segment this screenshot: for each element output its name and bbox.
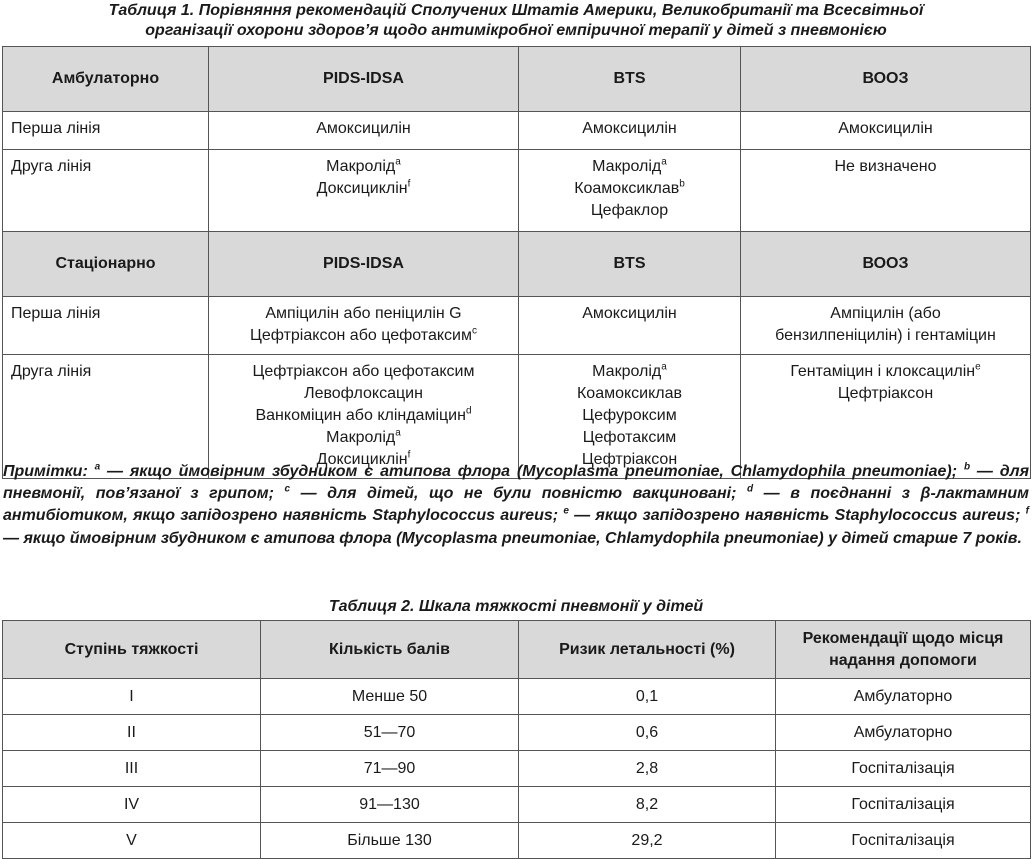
footnote-text: — якщо ймовірним збудником є атипова флора (Mycoplasma pneumoniae, Chlamydophila pneumoniae); xyxy=(100,463,964,480)
drug-line: Гентаміцин і клоксацилін$^e$ xyxy=(790,361,981,380)
drug-line: Макролід$^a$ xyxy=(592,361,667,380)
footnote-text: — якщо запідозрено наявність Staphylococcus aureus; xyxy=(568,507,1026,525)
footnote-marker: c xyxy=(471,325,477,337)
drug-line: Доксициклін$^f$ xyxy=(316,449,411,468)
table-cell: Госпіталізація xyxy=(776,751,1031,787)
table1-caption-line2: організації охорони здоров’я щодо антимікробної емпіричної терапії у дітей з пневмонією xyxy=(145,22,887,39)
table2-caption: Таблиця 2. Шкала тяжкості пневмонії у дітей xyxy=(328,598,704,615)
column-header: BTS xyxy=(519,232,741,297)
column-header: ВООЗ xyxy=(741,47,1031,112)
row-label: Друга лінія xyxy=(3,150,209,232)
footnote-marker: e xyxy=(975,361,981,373)
table-cell: 51—70 xyxy=(261,715,519,751)
drug-line: Ампіцилін або пеніцилін G xyxy=(265,305,462,322)
table-cell: 71—90 xyxy=(261,751,519,787)
table-row xyxy=(3,112,1031,150)
table-row xyxy=(3,297,1031,355)
drug-line: Амоксицилін xyxy=(316,120,411,137)
drug-line: Макролід$^a$ xyxy=(326,156,401,175)
table-cell: Більше 130 xyxy=(261,823,519,859)
drug-line: Макролід$^a$ xyxy=(592,156,667,175)
pneumonia-severity-table xyxy=(2,620,1031,859)
footnote-marker: b xyxy=(963,461,971,473)
table-cell: 2,8 xyxy=(519,751,776,787)
footnote-text: — в поєднанні з β-лактамним антибіотиком, якщо запідозрено наявність Staphylococcus aureus; xyxy=(3,485,1029,525)
column-header: ВООЗ xyxy=(741,232,1031,297)
drug-line: Амоксицилін xyxy=(582,305,677,322)
drug-line: Доксициклін$^f$ xyxy=(316,178,411,197)
table-cell: IV xyxy=(3,787,261,823)
footnote-marker: b xyxy=(679,178,685,190)
footnote-marker: c xyxy=(284,483,291,495)
drug-line: Амоксицилін xyxy=(582,120,677,137)
column-header: Кількість балів xyxy=(261,621,519,679)
table-cell: Амбулаторно xyxy=(776,679,1031,715)
drug-line: Не визначено xyxy=(834,158,937,175)
table-cell: 29,2 xyxy=(519,823,776,859)
row-label: Перша лінія xyxy=(3,297,209,355)
table-cell: Госпіталізація xyxy=(776,823,1031,859)
footnote-marker: a xyxy=(661,361,667,373)
drug-line: Левофлоксацин xyxy=(304,385,423,402)
drug-line: Цефтріаксон xyxy=(581,451,678,468)
footnote-marker: a xyxy=(94,461,101,473)
table-row xyxy=(3,715,1031,751)
footnote-marker: f xyxy=(407,178,411,190)
footnote-marker: f xyxy=(1025,506,1029,518)
drug-line: Цефаклор xyxy=(590,202,669,219)
drug-line: Ампіцилін (або xyxy=(830,305,941,322)
drug-line: Амоксицилін xyxy=(838,120,933,137)
bts-cell xyxy=(519,297,741,355)
pids-cell xyxy=(209,150,519,232)
table-cell: Амбулаторно xyxy=(776,715,1031,751)
footnote-marker: d xyxy=(746,483,754,495)
column-header: Ризик летальності (%) xyxy=(519,621,776,679)
table-cell: 91—130 xyxy=(261,787,519,823)
column-header: Рекомендації щодо місця надання допомоги xyxy=(776,621,1031,679)
drug-line: Цефтріаксон або цефотаксим$^c$ xyxy=(250,325,477,344)
table-cell: 8,2 xyxy=(519,787,776,823)
footnote-text: — якщо ймовірним збудником є атипова флора (Mycoplasma pneumoniae, Chlamydophila pneumoniae) у дітей старше 7 років. xyxy=(3,529,1022,547)
drug-line: Макролід$^a$ xyxy=(326,427,401,446)
pids-cell xyxy=(209,297,519,355)
footnote-marker: d xyxy=(465,405,472,417)
pids-cell xyxy=(209,112,519,150)
bts-cell xyxy=(519,112,741,150)
table-cell: I xyxy=(3,679,261,715)
table-cell: III xyxy=(3,751,261,787)
footnote-text: — для дітей, що не були повністю вакциновані; xyxy=(290,485,747,503)
drug-line: Цефтріаксон xyxy=(837,385,934,402)
who-cell xyxy=(741,355,1031,479)
table-cell: V xyxy=(3,823,261,859)
column-header: Ступінь тяжкості xyxy=(3,621,261,679)
drug-line: Ванкоміцин або кліндаміцин$^d$ xyxy=(255,405,472,424)
footnote-text: — для пневмонії, пов’язаної з грипом; xyxy=(3,463,1030,503)
drug-line: Цефотаксим xyxy=(582,429,677,446)
drug-line: бензилпеніцилін) і гентаміцин xyxy=(775,327,996,344)
table-cell: II xyxy=(3,715,261,751)
table-cell: 0,6 xyxy=(519,715,776,751)
table-row xyxy=(3,751,1031,787)
footnote-marker: a xyxy=(395,156,401,168)
table1-caption-line1: Таблиця 1. Порівняння рекомендацій Сполучених Штатів Америки, Великобританії та Всесвітньої xyxy=(108,2,924,19)
section-title: Стаціонарно xyxy=(3,232,209,297)
drug-line: Цефтріаксон або цефотаксим xyxy=(252,363,475,380)
table1-notes xyxy=(3,461,1029,550)
drug-line: Коамоксиклав$^b$ xyxy=(574,178,685,197)
column-header: PIDS-IDSA xyxy=(209,47,519,112)
antibiotic-comparison-table xyxy=(2,46,1031,479)
column-header: PIDS-IDSA xyxy=(209,232,519,297)
who-cell xyxy=(741,297,1031,355)
section-header-row xyxy=(3,232,1031,297)
footnote-marker: f xyxy=(407,449,411,461)
table-row xyxy=(3,823,1031,859)
table2-header-row xyxy=(3,621,1031,679)
who-cell xyxy=(741,150,1031,232)
table-cell: Госпіталізація xyxy=(776,787,1031,823)
table-row xyxy=(3,679,1031,715)
notes-label: Примітки: xyxy=(3,463,95,480)
who-cell xyxy=(741,112,1031,150)
table-row xyxy=(3,150,1031,232)
table1-caption xyxy=(0,1,1032,41)
footnote-marker: a xyxy=(395,427,401,439)
drug-line: Коамоксиклав xyxy=(576,385,683,402)
pids-cell xyxy=(209,355,519,479)
row-label: Перша лінія xyxy=(3,112,209,150)
section-title: Амбулаторно xyxy=(3,47,209,112)
table-row xyxy=(3,787,1031,823)
footnote-marker: a xyxy=(661,156,667,168)
table-row xyxy=(3,355,1031,479)
footnote-marker: e xyxy=(563,506,569,518)
drug-line: Цефуроксим xyxy=(582,407,677,424)
column-header: BTS xyxy=(519,47,741,112)
table-cell: 0,1 xyxy=(519,679,776,715)
row-label: Друга лінія xyxy=(3,355,209,479)
bts-cell xyxy=(519,150,741,232)
section-header-row xyxy=(3,47,1031,112)
table-cell: Менше 50 xyxy=(261,679,519,715)
bts-cell xyxy=(519,355,741,479)
